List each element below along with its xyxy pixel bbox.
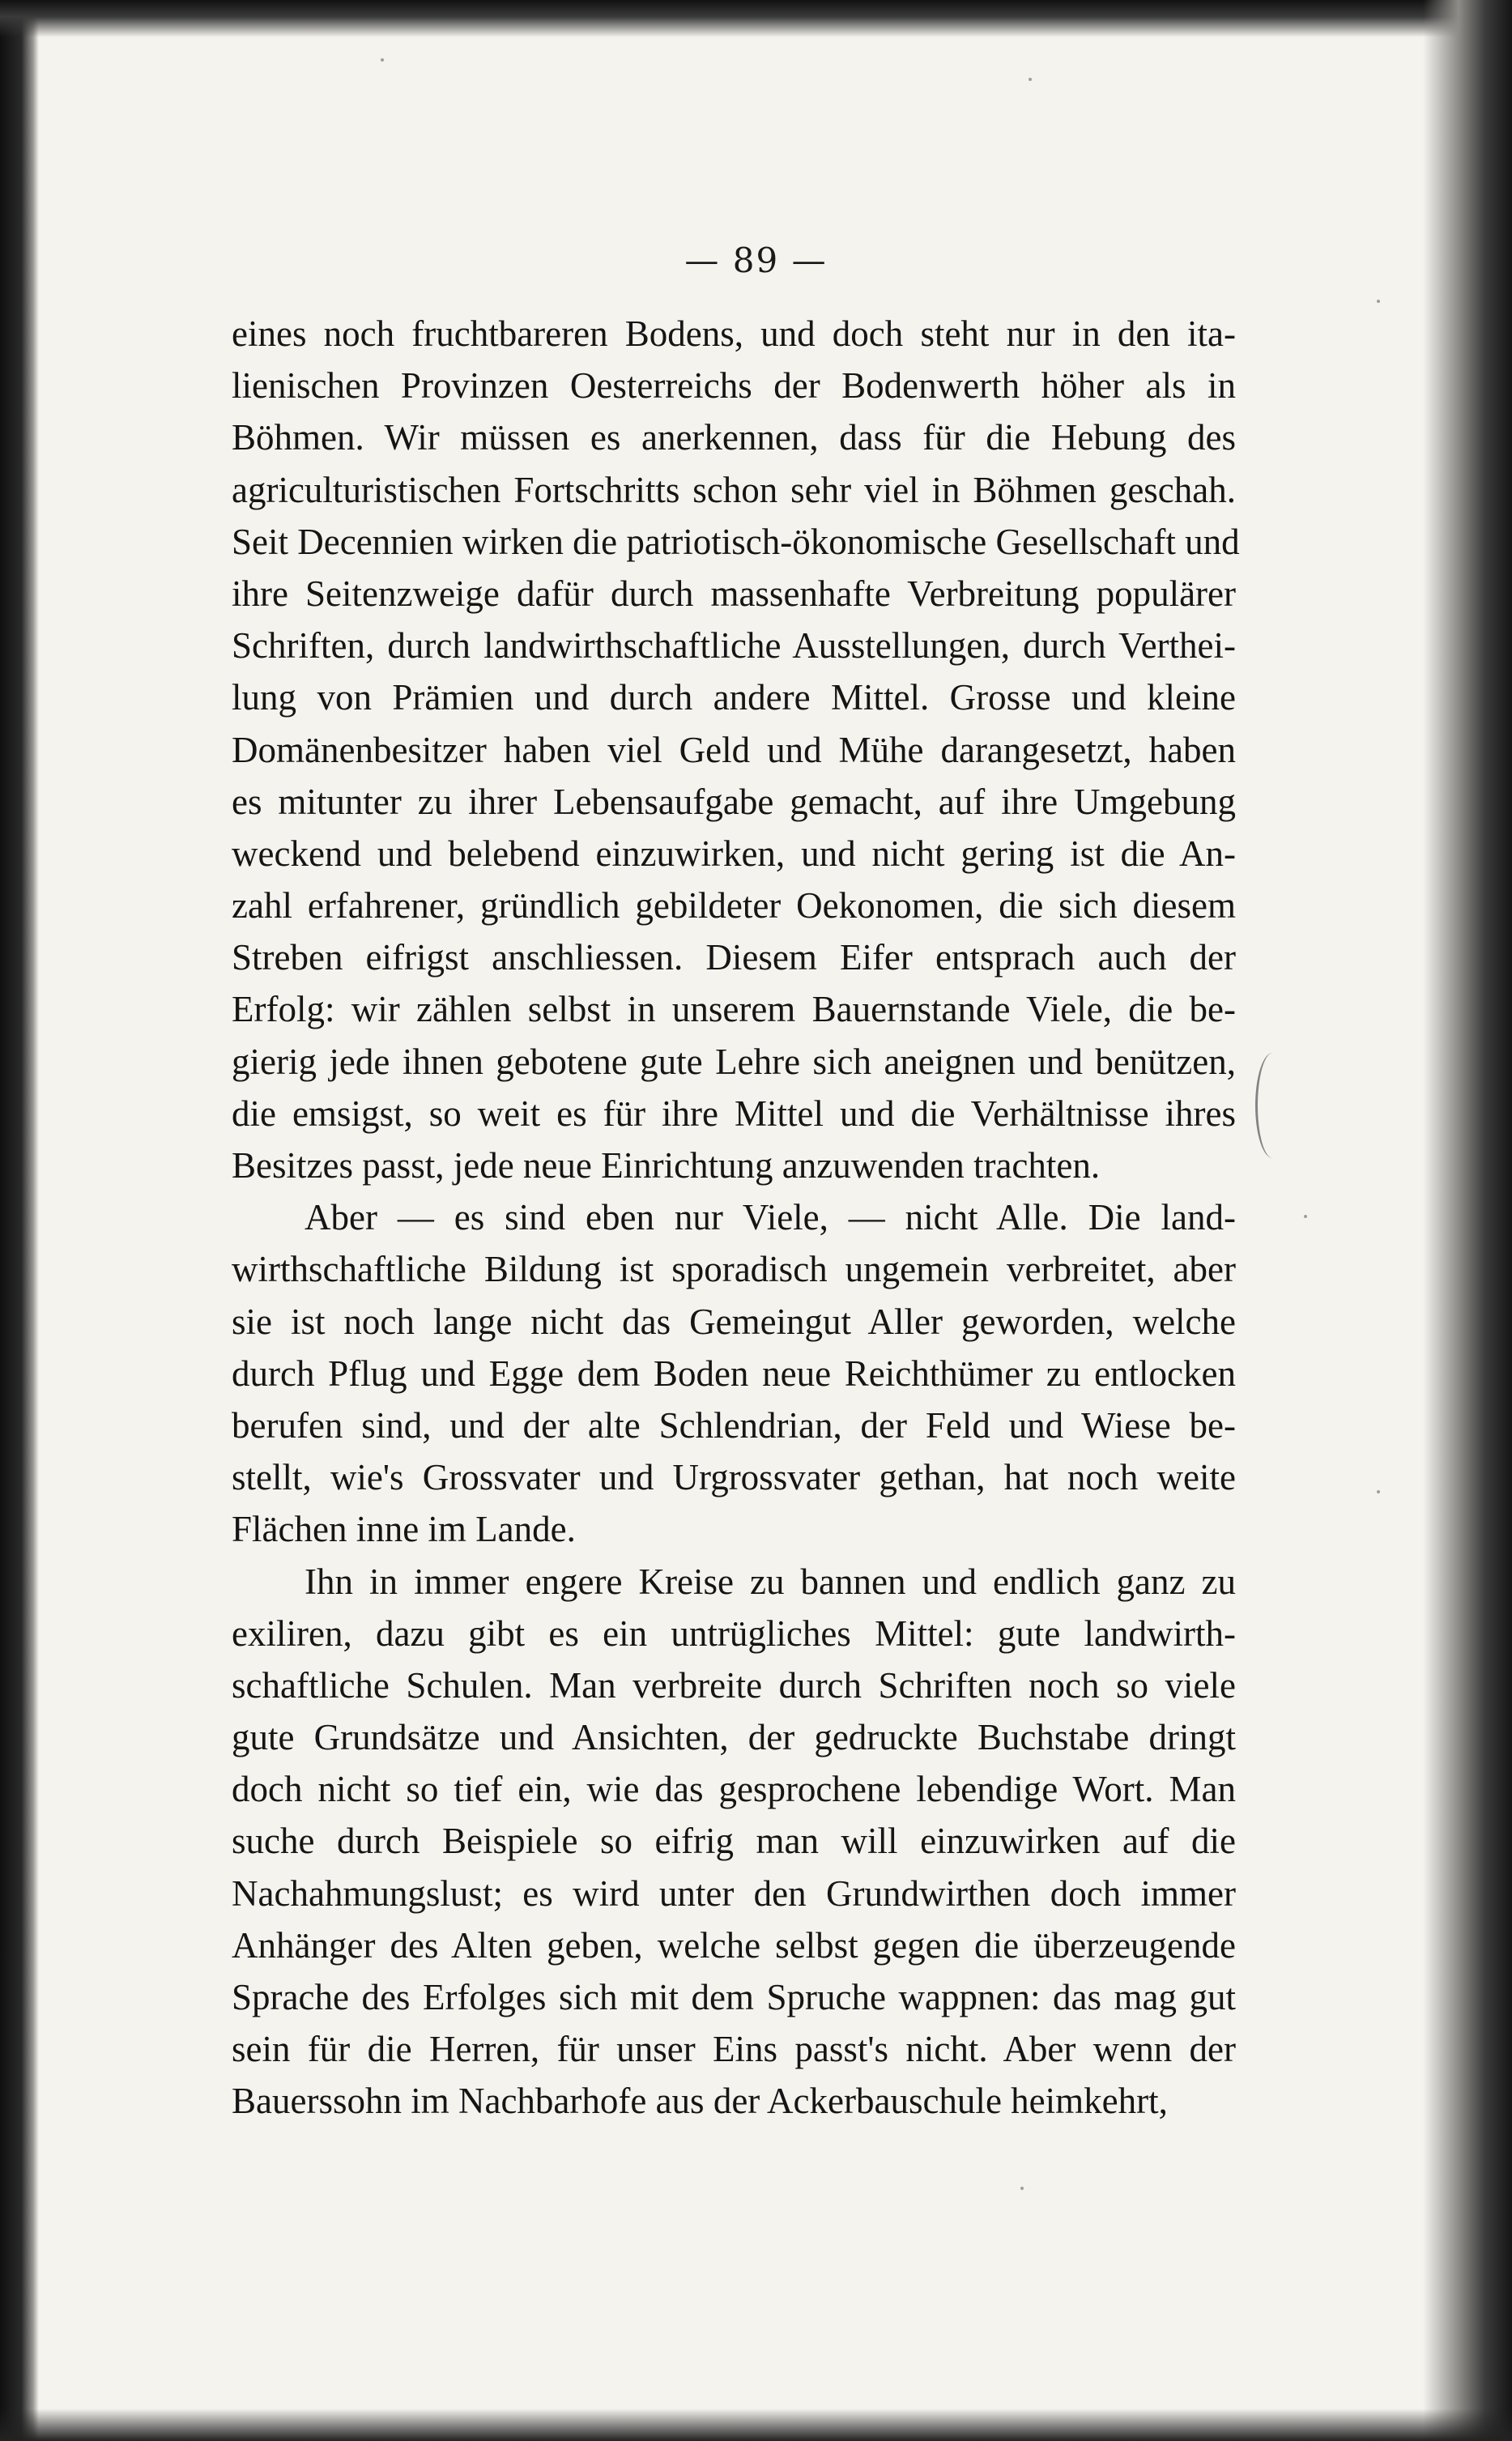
scan-edge-right — [1423, 0, 1512, 2441]
scan-edge-bottom — [0, 2409, 1512, 2441]
text-line: Flächen inne im Lande. — [232, 1509, 576, 1550]
text-line: Schriften, durch landwirthschaftliche Ausstellungen, durch Verthei- — [232, 625, 1236, 667]
text-line: durch Pflug und Egge dem Boden neue Reichthümer zu entlocken — [232, 1353, 1236, 1394]
text-line: schaftliche Schulen. Man verbreite durch Schriften noch so viele — [232, 1664, 1236, 1706]
text-line: es mitunter zu ihrer Lebensaufgabe gemacht, auf ihre Umgebung — [232, 781, 1236, 822]
scan-edge-top — [0, 0, 1512, 37]
body-text — [232, 308, 1240, 2128]
text-line: Streben eifrigst anschliessen. Diesem Eifer entsprach auch der — [232, 937, 1236, 978]
text-line: Seit Decennien wirken die patriotisch-ökonomische Gesellschaft und — [232, 521, 1240, 562]
text-line: stellt, wie's Grossvater und Urgrossvater gethan, hat noch weite — [232, 1457, 1236, 1498]
text-line: berufen sind, und der alte Schlendrian, der Feld und Wiese be- — [232, 1404, 1236, 1446]
text-line: sein für die Herren, für unser Eins passt's nicht. Aber wenn der — [232, 2029, 1236, 2070]
text-line: weckend und belebend einzuwirken, und nicht gering ist die An- — [232, 833, 1236, 874]
text-line: sie ist noch lange nicht das Gemeingut Aller geworden, welche — [232, 1301, 1236, 1342]
text-line: suche durch Beispiele so eifrig man will einzuwirken auf die — [232, 1821, 1236, 1862]
margin-bracket-mark — [1255, 1053, 1290, 1158]
scan-edge-left — [0, 0, 39, 2441]
text-line: eines noch fruchtbareren Bodens, und doch steht nur in den ita- — [232, 313, 1236, 354]
text-line: Nachahmungslust; es wird unter den Grundwirthen doch immer — [232, 1872, 1236, 1914]
speck — [1020, 2187, 1024, 2190]
text-line: Erfolg: wir zählen selbst in unserem Bauernstande Viele, die be- — [232, 989, 1236, 1030]
text-line: agriculturistischen Fortschritts schon sehr viel in Böhmen geschah. — [232, 469, 1236, 510]
text-line: gute Grundsätze und Ansichten, der gedruckte Buchstabe dringt — [232, 1717, 1236, 1758]
text-line: zahl erfahrener, gründlich gebildeter Oekonomen, die sich diesem — [232, 885, 1236, 927]
text-line: Domänenbesitzer haben viel Geld und Mühe darangesetzt, haben — [232, 729, 1236, 770]
text-line: Anhänger des Alten geben, welche selbst gegen die überzeugende — [232, 1924, 1236, 1966]
page-number: — 89 — — [684, 241, 828, 280]
text-line: Bauerssohn im Nachbarhofe aus der Ackerbauschule heimkehrt, — [232, 2081, 1168, 2122]
text-line: exiliren, dazu gibt es ein untrügliches Mittel: gute landwirth- — [232, 1612, 1236, 1654]
text-line: Sprache des Erfolges sich mit dem Spruche wappnen: das mag gut — [232, 1977, 1236, 2017]
text-line: gierig jede ihnen gebotene gute Lehre sich aneignen und benützen, — [232, 1041, 1236, 1082]
speck — [1304, 1215, 1307, 1218]
speck — [1029, 78, 1032, 81]
text-line: lung von Prämien und durch andere Mittel. Grosse und kleine — [232, 677, 1236, 718]
speck — [1377, 1490, 1380, 1493]
speck — [1377, 300, 1380, 303]
text-line: Ihn in immer engere Kreise zu bannen und endlich ganz zu — [305, 1561, 1236, 1602]
text-line: Böhmen. Wir müssen es anerkennen, dass für die Hebung des — [232, 417, 1236, 458]
text-line: Aber — es sind eben nur Viele, — nicht Alle. Die land- — [305, 1197, 1236, 1238]
text-line: doch nicht so tief ein, wie das gesprochene lebendige Wort. Man — [232, 1769, 1236, 1810]
text-line: ihre Seitenzweige dafür durch massenhafte Verbreitung populärer — [232, 573, 1236, 614]
text-line: Besitzes passt, jede neue Einrichtung anzuwenden trachten. — [232, 1145, 1101, 1186]
text-line: wirthschaftliche Bildung ist sporadisch ungemein verbreitet, aber — [232, 1249, 1236, 1290]
text-line: die emsigst, so weit es für ihre Mittel und die Verhältnisse ihres — [232, 1093, 1236, 1134]
speck — [381, 58, 384, 62]
text-line: lienischen Provinzen Oesterreichs der Bodenwerth höher als in — [232, 365, 1236, 407]
